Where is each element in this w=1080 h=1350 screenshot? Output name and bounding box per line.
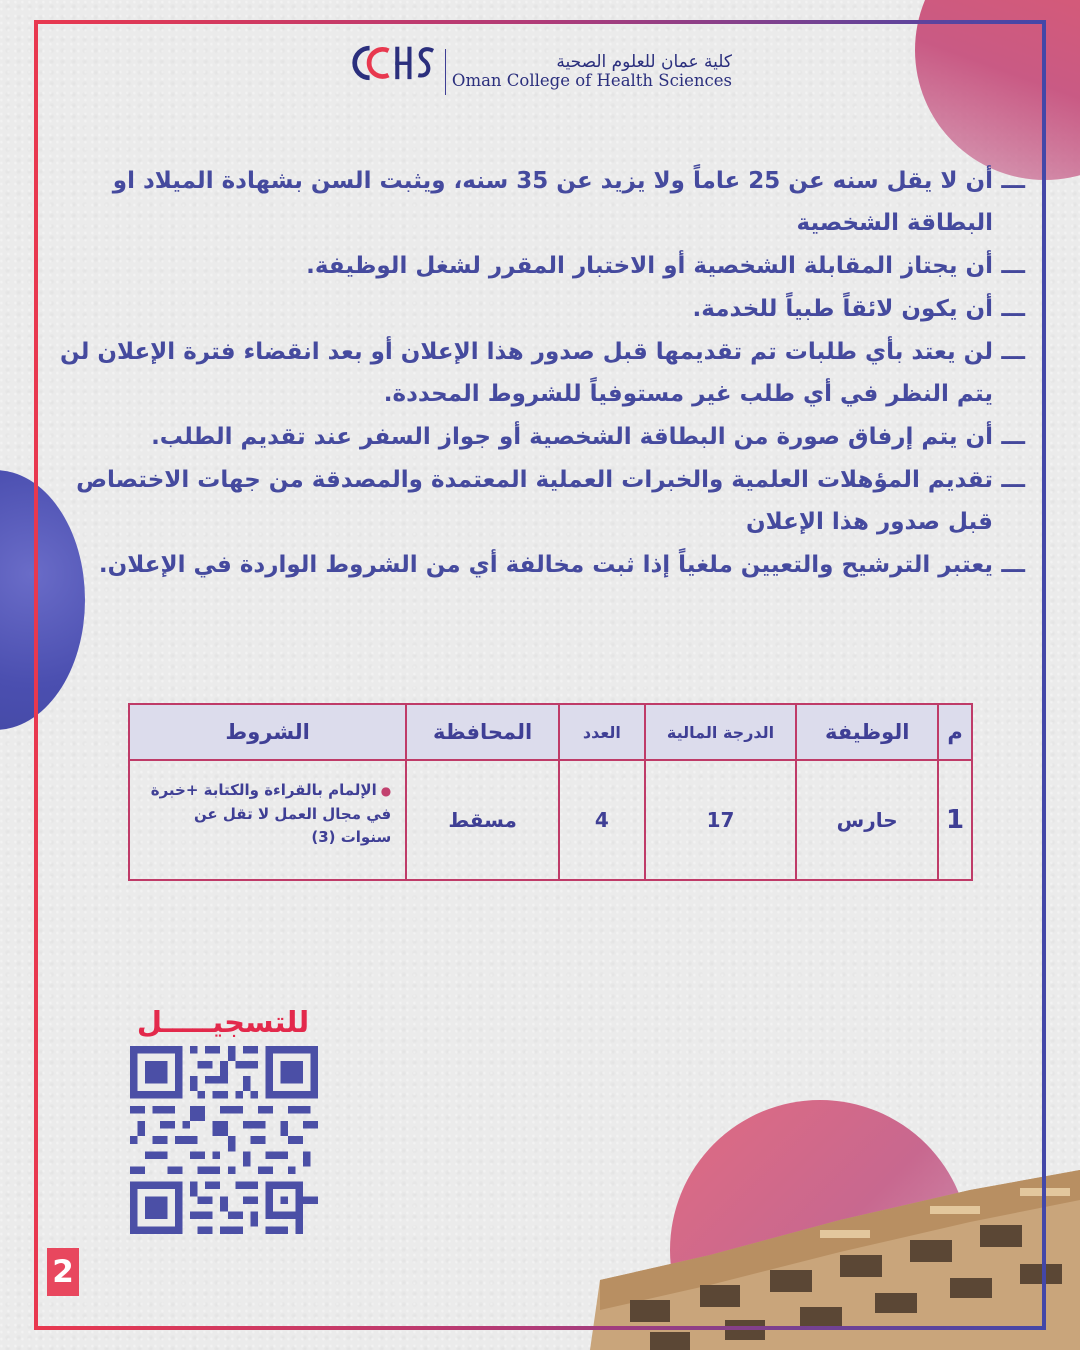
cell-grade: 17 (645, 760, 797, 880)
registration-qr-code[interactable] (130, 1046, 318, 1234)
condition-item (60, 288, 1025, 330)
cell-conditions (129, 760, 406, 880)
condition-text: أن لا يقل سنه عن 25 عاماً ولا يزيد عن 35 سنه، ويثبت السن بشهادة الميلاد او البطاقة الشخصية (112, 168, 993, 236)
header-conditions: الشروط (129, 704, 406, 760)
logo-text (452, 54, 732, 89)
header-grade: الدرجة المالية (645, 704, 797, 760)
college-name-arabic: كلية عمان للعلوم الصحية (556, 52, 732, 73)
header-governorate: المحافظة (406, 704, 559, 760)
condition-item (60, 544, 1025, 586)
dash-bullet-icon: ـــ (1001, 552, 1025, 578)
page-number-badge: 2 (47, 1248, 79, 1296)
condition-item (60, 331, 1025, 415)
cell-count: 4 (559, 760, 645, 880)
condition-item (60, 245, 1025, 287)
dash-bullet-icon: ـــ (1001, 424, 1025, 450)
condition-text: أن يجتاز المقابلة الشخصية أو الاختبار المقرر لشغل الوظيفة. (306, 253, 993, 279)
ochs-logo-icon (352, 44, 439, 100)
condition-text: لن يعتد بأي طلبات تم تقديمها قبل صدور هذا الإعلان أو بعد انقضاء فترة الإعلان لن يتم النظر في أي طلب غير مستوفياً للشروط المحددة. (60, 339, 993, 407)
condition-text: تقديم المؤهلات العلمية والخبرات العملية المعتمدة والمصدقة من جهات الاختصاص قبل صدور هذا الإعلان (76, 467, 993, 535)
cell-governorate: مسقط (406, 760, 559, 880)
bullet-icon: ● (380, 784, 392, 798)
condition-item (60, 416, 1025, 458)
condition-item (60, 160, 1025, 244)
table-row (129, 760, 972, 880)
vacancy-table (128, 703, 973, 881)
table-header-row (129, 704, 972, 760)
dash-bullet-icon: ـــ (1001, 296, 1025, 322)
cell-serial: 1 (938, 760, 972, 880)
header-serial: م (938, 704, 972, 760)
header-count: العدد (559, 704, 645, 760)
conditions-list (60, 160, 1025, 587)
dash-bullet-icon: ـــ (1001, 339, 1025, 365)
condition-text: أن يتم إرفاق صورة من البطاقة الشخصية أو جواز السفر عند تقديم الطلب. (151, 424, 993, 450)
header-job: الوظيفة (796, 704, 938, 760)
condition-text: يعتبر الترشيح والتعيين ملغياً إذا ثبت مخالفة أي من الشروط الواردة في الإعلان. (98, 552, 993, 578)
cell-job: حارس (796, 760, 938, 880)
register-label: للتسجيـــــل (136, 1005, 310, 1039)
condition-item (60, 459, 1025, 543)
dash-bullet-icon: ـــ (1001, 467, 1025, 493)
college-name-english: Oman College of Health Sciences (451, 71, 732, 91)
vacancy-table-wrapper (128, 703, 973, 881)
condition-text: أن يكون لائقاً طبياً للخدمة. (692, 296, 993, 322)
logo-divider (445, 49, 446, 95)
dash-bullet-icon: ـــ (1001, 168, 1025, 194)
cell-conditions-text: الإلمام بالقراءة والكتابة +خبرة في مجال العمل لا تقل عن سنوات (3) (150, 781, 392, 846)
dash-bullet-icon: ـــ (1001, 253, 1025, 279)
college-logo (352, 44, 732, 100)
